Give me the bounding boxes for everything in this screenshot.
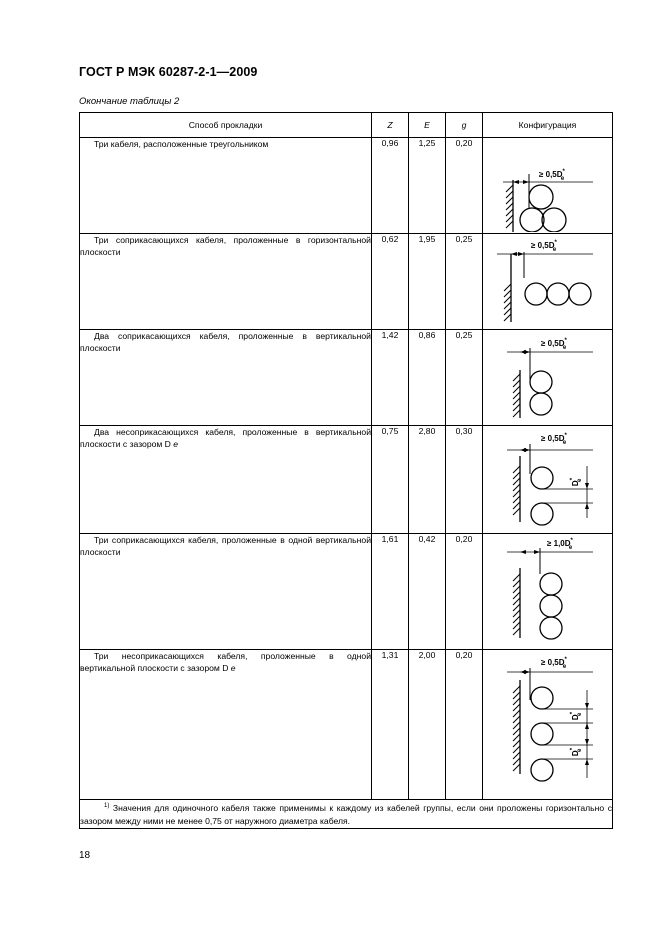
table-row	[80, 330, 613, 426]
three-vertical-gap-diagram	[483, 650, 613, 798]
footnote	[80, 800, 613, 829]
three-vertical-diagram	[483, 534, 613, 648]
row-e: 1,25	[409, 138, 446, 234]
row-e: 0,86	[409, 330, 446, 426]
table-caption: Окончание таблицы 2	[79, 96, 180, 107]
horizontal-diagram	[483, 234, 613, 328]
row-z: 0,62	[372, 234, 409, 330]
table-row	[80, 650, 613, 800]
footnote-text: Значения для одиночного кабеля также применимы к каждому из кабелей группы, если они проложены горизонтально с зазором между ними не менее 0,75 от наружного диаметра кабеля.	[80, 802, 613, 826]
row-z: 1,31	[372, 650, 409, 800]
row-description: Три кабеля, расположенные треугольником	[80, 138, 372, 234]
row-e: 2,80	[409, 426, 446, 534]
clearance-label: ≥ 0,5D* e	[541, 338, 567, 351]
config-three-vertical-gap	[483, 650, 613, 800]
row-description: Два соприкасающихся кабеля, проложенные в вертикальной плоскости	[80, 330, 372, 426]
row-z: 0,96	[372, 138, 409, 234]
gap-label: D*e	[570, 711, 583, 721]
row-g: 0,20	[446, 650, 483, 800]
row-g: 0,20	[446, 138, 483, 234]
page-number: 18	[79, 850, 91, 861]
table-row	[80, 534, 613, 650]
row-description: Два несоприкасающихся кабеля, проложенные в вертикальной плоскости с зазором D e	[80, 426, 372, 534]
col-config: Конфигурация	[483, 113, 613, 138]
clearance-label: ≥ 1,0D* e	[547, 538, 573, 551]
row-g: 0,25	[446, 234, 483, 330]
gap-label: D*e	[570, 477, 583, 487]
row-g: 0,30	[446, 426, 483, 534]
row-g: 0,20	[446, 534, 483, 650]
clearance-label: ≥ 0,5D* e	[539, 169, 565, 182]
row-e: 2,00	[409, 650, 446, 800]
table-row	[80, 234, 613, 330]
gap-label: D*e	[570, 747, 583, 757]
two-vertical-diagram	[483, 330, 613, 424]
table-row	[80, 426, 613, 534]
row-description: Три соприкасающихся кабеля, проложенные в горизонтальной плоскости	[80, 234, 372, 330]
table-row	[80, 138, 613, 234]
clearance-label: ≥ 0,5D* e	[541, 433, 567, 446]
cable-table	[79, 112, 613, 829]
config-three-vertical	[483, 534, 613, 650]
row-description: Три несоприкасающихся кабеля, проложенные в одной вертикальной плоскости с зазором D e	[80, 650, 372, 800]
config-horizontal	[483, 234, 613, 330]
clearance-label: ≥ 0,5D* e	[541, 657, 567, 670]
row-z: 0,75	[372, 426, 409, 534]
document-title: ГОСТ Р МЭК 60287-2-1—2009	[79, 65, 258, 79]
config-triangle	[483, 138, 613, 234]
row-description: Три соприкасающихся кабеля, проложенные в одной вертикальной плоскости	[80, 534, 372, 650]
col-z: Z	[372, 113, 409, 138]
clearance-label: ≥ 0,5D* e	[531, 240, 557, 253]
row-e: 1,95	[409, 234, 446, 330]
config-two-vertical	[483, 330, 613, 426]
config-two-vertical-gap	[483, 426, 613, 534]
row-z: 1,61	[372, 534, 409, 650]
row-e: 0,42	[409, 534, 446, 650]
footnote-marker: 1)	[104, 803, 110, 809]
row-g: 0,25	[446, 330, 483, 426]
col-e: E	[409, 113, 446, 138]
col-method: Способ прокладки	[80, 113, 372, 138]
row-z: 1,42	[372, 330, 409, 426]
two-vertical-gap-diagram	[483, 426, 613, 532]
col-g: g	[446, 113, 483, 138]
footnote-row	[80, 800, 613, 829]
triangle-diagram	[483, 138, 613, 232]
table-header-row	[80, 113, 613, 138]
